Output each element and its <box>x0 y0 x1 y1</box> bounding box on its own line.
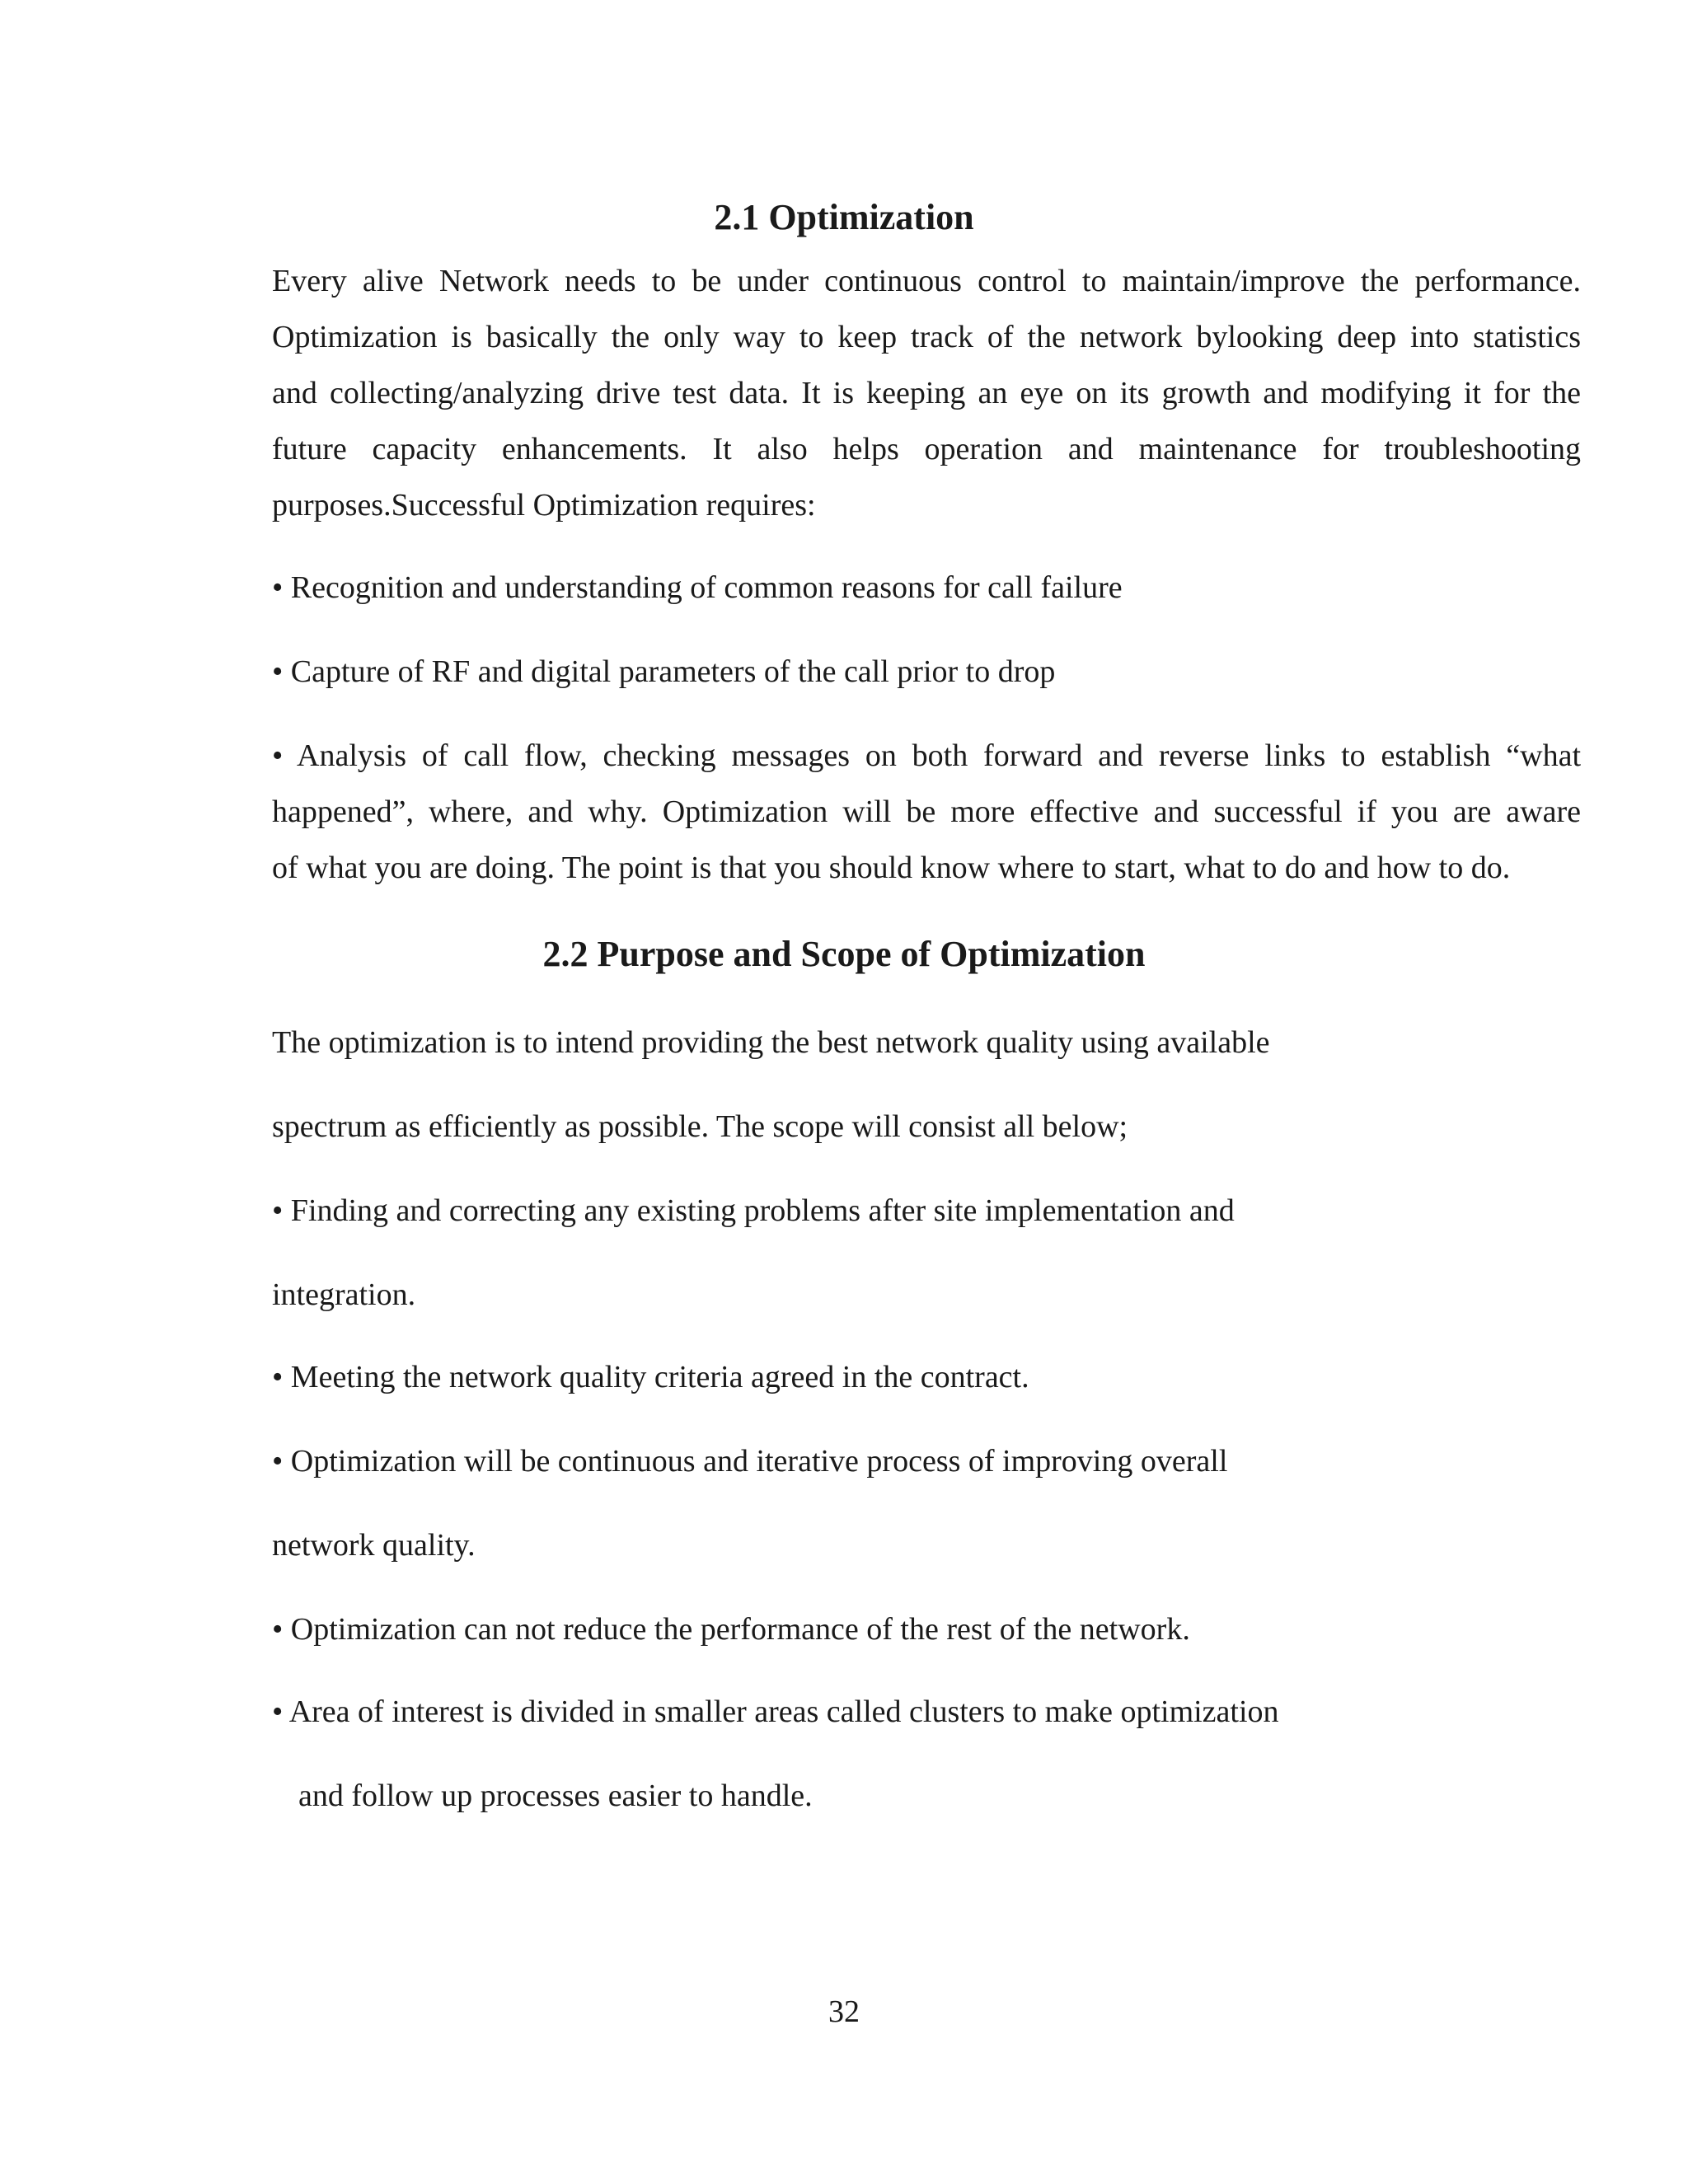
bullet-item: • Optimization can not reduce the performance of the rest of the network. <box>272 1612 1190 1647</box>
section-heading-purpose-scope: 2.2 Purpose and Scope of Optimization <box>542 934 1146 974</box>
paragraph-line: Every alive Network needs to be under continuous control to maintain/improve the performance. <box>272 264 1581 298</box>
bullet-item: • Capture of RF and digital parameters of the call prior to drop <box>272 654 1056 689</box>
paragraph-line: happened”, where, and why. Optimization will be more effective and successful if you are aware <box>272 794 1581 829</box>
paragraph-line: integration. <box>272 1277 416 1312</box>
bullet-item: • Finding and correcting any existing problems after site implementation and <box>272 1193 1235 1228</box>
paragraph-line: spectrum as efficiently as possible. The scope will consist all below; <box>272 1109 1128 1144</box>
paragraph-line: and collecting/analyzing drive test data. It is keeping an eye on its growth and modifying it for the <box>272 376 1581 410</box>
paragraph-line: of what you are doing. The point is that you should know where to start, what to do and how to do. <box>272 851 1511 885</box>
paragraph-line: future capacity enhancements. It also helps operation and maintenance for troubleshooting <box>272 432 1581 466</box>
paragraph-line: network quality. <box>272 1528 476 1563</box>
paragraph-line: The optimization is to intend providing the best network quality using available <box>272 1025 1270 1060</box>
paragraph-line: and follow up processes easier to handle. <box>298 1779 813 1813</box>
page-number: 32 <box>828 1994 860 2029</box>
paragraph-line: purposes.Successful Optimization requires: <box>272 488 816 523</box>
section-heading-optimization: 2.1 Optimization <box>714 197 974 237</box>
bullet-item: • Meeting the network quality criteria agreed in the contract. <box>272 1360 1029 1394</box>
paragraph-line: Optimization is basically the only way to keep track of the network bylooking deep into statistics <box>272 320 1581 354</box>
bullet-item: • Optimization will be continuous and iterative process of improving overall <box>272 1444 1228 1479</box>
bullet-item: • Recognition and understanding of common reasons for call failure <box>272 570 1123 605</box>
bullet-item: • Analysis of call flow, checking messages on both forward and reverse links to establish “what <box>272 738 1581 773</box>
bullet-item: • Area of interest is divided in smaller areas called clusters to make optimization <box>272 1694 1279 1729</box>
